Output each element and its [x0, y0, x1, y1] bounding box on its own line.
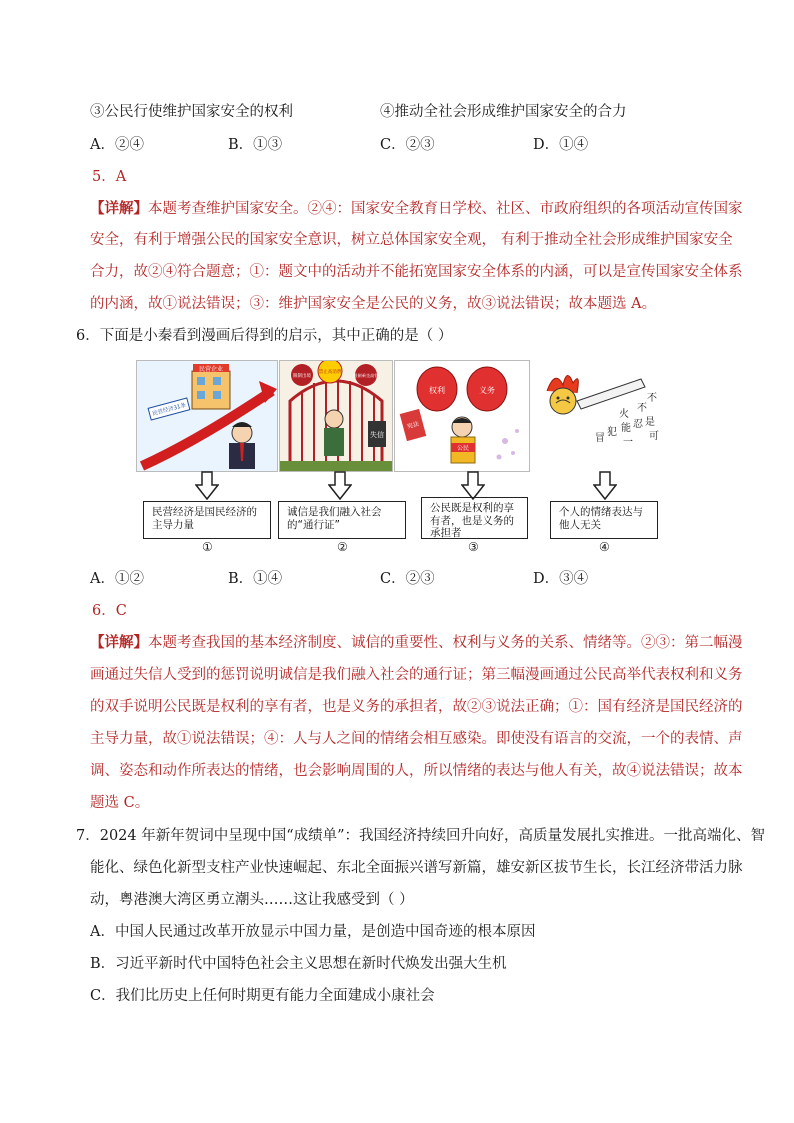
question-7-option-a[interactable]: A．中国人民通过改革开放显示中国力量，是创造中国奇迹的根本原因 [90, 924, 536, 940]
svg-text:能: 能 [621, 423, 631, 434]
down-arrow-icon [328, 471, 352, 501]
question-7-line-2: 能化、绿色化新型支柱产业快速崛起、东北全面振兴谱写新篇，雄安新区拔节生长，长江经济带活力脉 [90, 860, 743, 876]
caption-number-2: ② [337, 540, 348, 554]
choice-b[interactable]: B．①③ [228, 137, 283, 153]
choice-d[interactable]: D．③④ [533, 571, 589, 587]
svg-text:民营经济31条: 民营经济31条 [151, 402, 187, 418]
caption-box-2: 诚信是我们融入社会的“通行证” [278, 501, 406, 539]
choice-a[interactable]: A．②④ [90, 137, 144, 153]
emotion-cartoon [537, 361, 661, 471]
question-7-line-1: 7．2024 年新年贺词中呈现中国“成绩单”：我国经济持续回升向好，高质量发展扎实推进。一批高端化、智 [76, 828, 766, 844]
cartoon-panel-1 [136, 360, 278, 472]
down-arrow-icon [195, 471, 219, 501]
answer-5-line-4: 的内涵，故①说法错误；③：维护国家安全是公民的义务，故③说法错误；故本题选 A。 [90, 296, 657, 312]
down-arrow-icon [593, 471, 617, 501]
detail-tag: 【详解】 [90, 634, 148, 651]
answer-5-line-2: 安全，有利于增强公民的国家安全意识，树立总体国家安全观， 有利于推动全社会形成维护国家安全 [90, 232, 733, 248]
option-3-text: ③公民行使维护国家安全的权利 [90, 104, 293, 120]
svg-text:禁止高消费: 禁止高消费 [318, 370, 342, 375]
svg-text:冒: 冒 [595, 433, 605, 444]
caption-number-4: ④ [599, 540, 610, 554]
question-7-option-b[interactable]: B．习近平新时代中国特色社会主义思想在新时代焕发出强大生机 [90, 956, 507, 972]
svg-text:犯: 犯 [607, 427, 617, 438]
choice-b[interactable]: B．①④ [228, 571, 283, 587]
choice-d[interactable]: D．①④ [533, 137, 589, 153]
svg-text:公民: 公民 [456, 445, 470, 452]
svg-text:是: 是 [645, 417, 655, 428]
answer-6-label: 6．C [92, 603, 127, 619]
answer-6-line-5: 调、姿态和动作所表达的情绪，也会影响周围的人，所以情绪的表达与他人有关，故④说法错误；故本 [90, 763, 743, 779]
question-7-option-c[interactable]: C．我们比历史上任何时期更有能力全面建成小康社会 [90, 988, 435, 1004]
svg-text:火: 火 [619, 409, 629, 420]
svg-text:义务: 义务 [479, 386, 495, 395]
svg-text:限制出境: 限制出境 [293, 374, 311, 379]
caption-box-3: 公民既是权利的享有者，也是义务的承担者 [421, 497, 528, 539]
svg-text:可: 可 [649, 431, 659, 442]
cartoon-panel-4 [536, 360, 662, 472]
question-7-line-3: 动，粤港澳大湾区勇立潮头……这让我感受到（ ） [90, 892, 414, 908]
svg-text:一: 一 [623, 437, 633, 448]
caption-box-1: 民营经济是国民经济的主导力量 [143, 501, 271, 539]
svg-text:限制乘坐高铁: 限制乘坐高铁 [353, 373, 379, 378]
private-economy-cartoon [137, 361, 277, 471]
choice-a[interactable]: A．①② [90, 571, 144, 587]
answer-5-line-1: 【详解】本题考查维护国家安全。②④：国家安全教育日学校、社区、市政府组织的各项活动宣传国家 [90, 200, 743, 217]
detail-tag: 【详解】 [90, 200, 148, 217]
svg-text:不: 不 [647, 393, 657, 404]
svg-text:宪法: 宪法 [406, 420, 420, 431]
rights-duties-cartoon [395, 361, 529, 471]
caption-number-1: ① [202, 540, 213, 554]
choice-c[interactable]: C．②③ [380, 137, 435, 153]
svg-text:忍: 忍 [633, 419, 643, 430]
answer-6-line-6: 题选 C。 [90, 795, 150, 811]
caption-box-4: 个人的情绪表达与他人无关 [550, 501, 658, 539]
svg-text:不: 不 [637, 403, 647, 414]
answer-6-line-4: 主导力量，故①说法错误；④：人与人之间的情绪会相互感染。即使没有语言的交流，一个的表情、声 [90, 731, 743, 747]
caption-number-3: ③ [468, 540, 479, 554]
answer-6-line-2: 画通过失信人受到的惩罚说明诚信是我们融入社会的通行证；第三幅漫画通过公民高举代表权利和义务 [90, 667, 743, 683]
option-4-text: ④推动全社会形成维护国家安全的合力 [380, 104, 627, 120]
answer-5-line-3: 合力，故②④符合题意；①：题文中的活动并不能拓宽国家安全体系的内涵，可以是宣传国家安全体系 [90, 264, 743, 280]
svg-text:失信: 失信 [370, 431, 384, 439]
choice-c[interactable]: C．②③ [380, 571, 435, 587]
answer-6-line-3: 的双手说明公民既是权利的享有者，也是义务的承担者，故②③说法正确；①：国有经济是国民经济的 [90, 699, 743, 715]
answer-6-line-1: 【详解】本题考查我国的基本经济制度、诚信的重要性、权利与义务的关系、情绪等。②③：第二幅漫 [90, 634, 743, 651]
cartoon-panel-3 [394, 360, 530, 472]
question-6-stem: 6．下面是小秦看到漫画后得到的启示，其中正确的是（ ） [76, 328, 453, 344]
svg-text:权利: 权利 [429, 386, 445, 395]
cartoon-panel-2 [279, 360, 393, 472]
answer-5-label: 5．A [92, 169, 127, 185]
svg-text:民营企业: 民营企业 [198, 366, 224, 373]
dishonesty-cage-cartoon [280, 361, 392, 471]
